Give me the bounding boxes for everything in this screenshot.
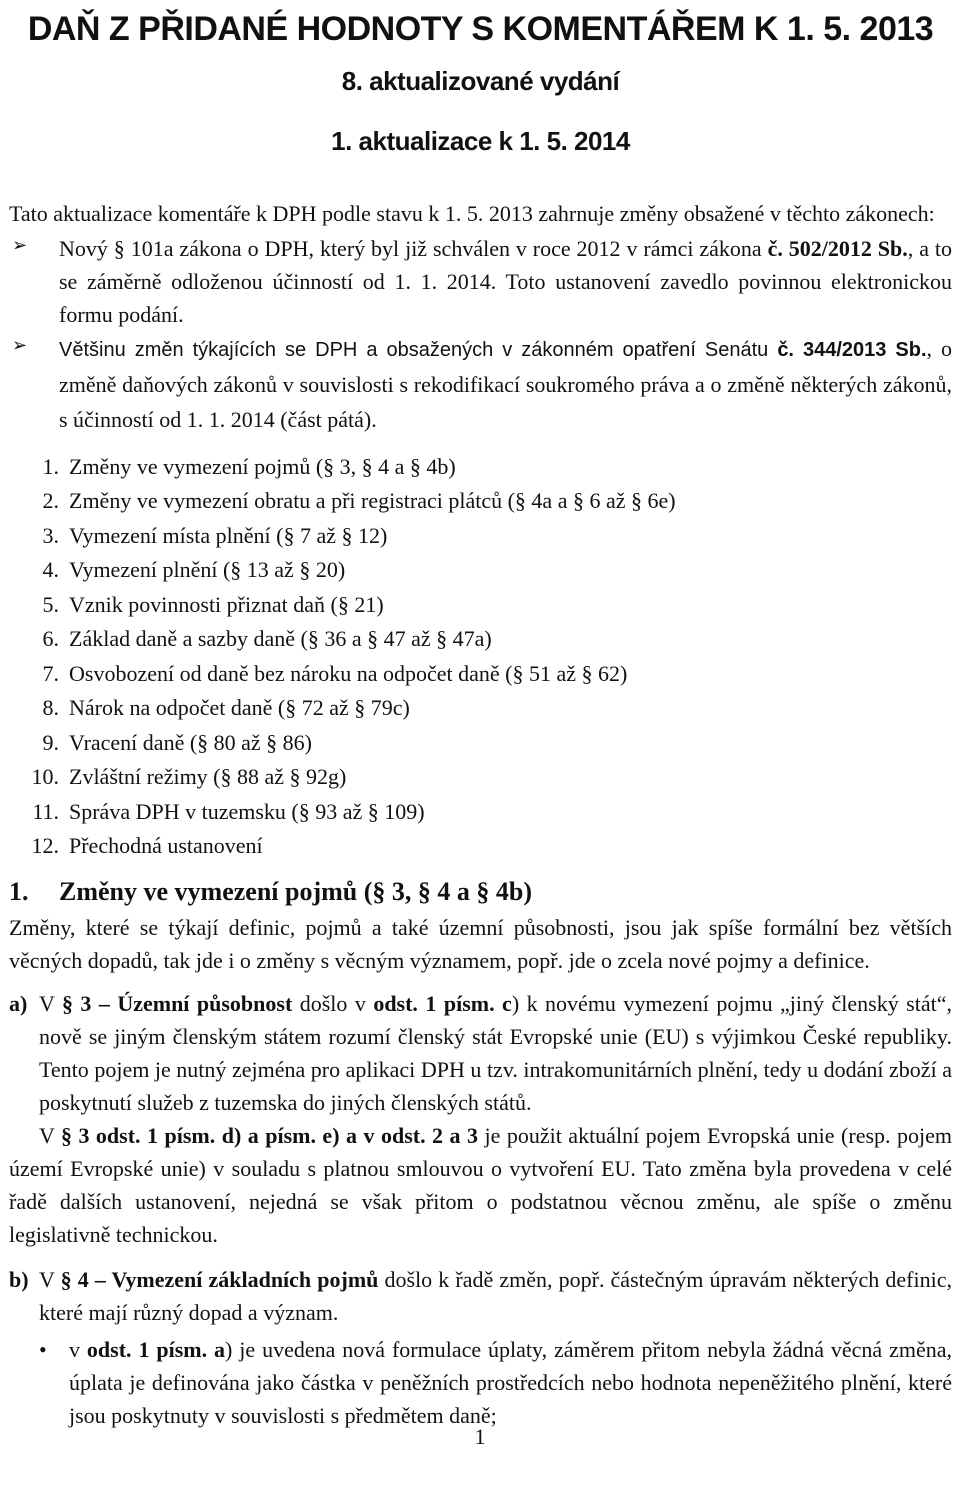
contents-text: Přechodná ustanovení	[69, 833, 263, 859]
contents-number: 4.	[42, 557, 59, 583]
section-intro: Změny, které se týkají definic, pojmů a také územní působnosti, jsou jak spíše formální bez větších věcných dopadů, tak jde i o změny s věcným významem, popř. jde o zcela nové pojmy a definice.	[9, 914, 952, 973]
bullet-item	[9, 1333, 952, 1432]
law-reference: odst. 1 písm. a	[86, 1336, 226, 1362]
paragraph-text: V	[39, 1122, 61, 1148]
paragraph-text: V	[39, 1266, 61, 1292]
contents-number: 9.	[42, 729, 59, 755]
contents-item	[9, 450, 952, 485]
edition-subtitle: 8. aktualizované vydání	[341, 66, 620, 97]
contents-text: Správa DPH v tuzemsku (§ 93 až § 109)	[69, 798, 425, 824]
contents-number: 3.	[42, 522, 59, 548]
paragraph-label: b)	[9, 1266, 29, 1292]
contents-text: Vracení daně (§ 80 až § 86)	[69, 729, 313, 755]
paragraph-text: je použit aktuální pojem Evropská unie (resp. pojem území Evropské unie) v souladu s platnou smlouvou o vytvoření EU. Tato změna byla provedena v celé řadě dalších ustanovení, nejedná se však přitom o podstatnou věcnou změnu, ale spíše o změnu legislativně technickou.	[9, 1122, 952, 1247]
contents-item	[9, 691, 952, 726]
law-text: , a to se záměrně odloženou účinností od 1. 1. 2014. Toto ustanovení zavedlo povinnou elektronickou formu podání.	[59, 235, 952, 327]
contents-item	[9, 553, 952, 588]
law-reference: § 4 – Vymezení základních pojmů	[60, 1266, 379, 1292]
contents-item	[9, 622, 952, 657]
contents-item	[9, 795, 952, 830]
law-reference: § 3 – Územní působnost	[61, 990, 293, 1016]
paragraph-text: ) je uvedena nová formulace úplaty, záměrem přitom nebyla žádná věcná změna, úplata je definována jako částka v peněžních prostředcích nebo hodnota nepeněžitého plnění, které jsou poskytnuty v souvislosti s předmětem daně;	[69, 1336, 953, 1428]
paragraph-b	[9, 1263, 952, 1329]
contents-number: 11.	[32, 798, 59, 824]
update-subtitle: 1. aktualizace k 1. 5. 2014	[331, 125, 630, 156]
contents-number: 12.	[31, 833, 59, 859]
document-title: DAŇ Z PŘIDANÉ HODNOTY S KOMENTÁŘEM K 1. 5. 2013	[27, 10, 934, 48]
contents-number: 5.	[42, 591, 59, 617]
intro-paragraph: Tato aktualizace komentáře k DPH podle stavu k 1. 5. 2013 zahrnuje změny obsažené v těchto zákonech:	[9, 200, 935, 226]
contents-text: Změny ve vymezení pojmů (§ 3, § 4 a § 4b)	[69, 453, 456, 479]
law-reference: č. 502/2012 Sb.	[767, 235, 908, 261]
contents-item	[9, 657, 952, 692]
contents-number: 1.	[42, 453, 59, 479]
contents-number: 6.	[42, 626, 59, 652]
contents-text: Vymezení plnění (§ 13 až § 20)	[69, 557, 346, 583]
paragraph-a-continued	[9, 1119, 952, 1251]
bullet-dot-icon: •	[39, 1336, 47, 1362]
contents-number: 10.	[31, 764, 59, 790]
law-text: , o změně daňových zákonů v souvislosti s rekodifikací soukromého práva a o změně některých zákonů, s účinností od 1. 1. 2014 (část pátá).	[59, 335, 952, 433]
contents-text: Vznik povinnosti přiznat daň (§ 21)	[69, 591, 384, 617]
contents-text: Zvláštní režimy (§ 88 až § 92g)	[69, 764, 347, 790]
paragraph-text: v	[69, 1336, 87, 1362]
contents-item	[9, 484, 952, 519]
paragraph-text: V	[39, 990, 62, 1016]
contents-item	[9, 726, 952, 761]
law-list	[9, 232, 952, 438]
contents-item	[9, 588, 952, 623]
contents-item	[9, 519, 952, 554]
contents-number: 7.	[42, 660, 59, 686]
contents-list	[9, 450, 952, 864]
law-text: Většinu změn týkajících se DPH a obsažených v zákonném opatření Senátu	[59, 338, 778, 361]
contents-text: Nárok na odpočet daně (§ 72 až § 79c)	[69, 695, 410, 721]
section-heading	[9, 872, 952, 911]
law-reference: § 3 odst. 1 písm. d) a písm. e) a v odst. 2 a 3	[60, 1122, 479, 1148]
arrow-bullet-icon: ➢	[12, 334, 28, 356]
page-number: 1	[474, 1424, 486, 1449]
law-reference: odst. 1 písm. c	[373, 990, 512, 1016]
contents-text: Vymezení místa plnění (§ 7 až § 12)	[69, 522, 388, 548]
section-title: Změny ve vymezení pojmů (§ 3, § 4 a § 4b)	[59, 876, 533, 906]
law-reference: č. 344/2013 Sb.	[777, 338, 927, 361]
law-item	[9, 331, 952, 438]
paragraph-label: a)	[9, 990, 28, 1016]
paragraph-text: ) k novému vymezení pojmu „jiný členský stát“, nově se jiným členským státem rozumí členský stát Evropské unie (EU) s výjimkou České republiky. Tento pojem je nutný zejména pro aplikaci DPH u tzv. intrakomunitárních plnění, tedy u dodání zboží a poskytnutí služeb z tuzemska do jiných členských států.	[39, 990, 952, 1115]
paragraph-text: došlo k řadě změn, popř. částečným úpravám některých definic, které mají různý dopad a význam.	[39, 1266, 952, 1325]
section-number: 1.	[9, 876, 29, 906]
contents-text: Osvobození od daně bez nároku na odpočet daně (§ 51 až § 62)	[69, 660, 628, 686]
contents-number: 2.	[42, 488, 59, 514]
arrow-bullet-icon: ➢	[12, 234, 28, 256]
paragraph-text: došlo v	[292, 990, 374, 1016]
contents-item	[9, 829, 952, 864]
contents-text: Změny ve vymezení obratu a při registraci plátců (§ 4a a § 6 až § 6e)	[69, 488, 676, 514]
law-item	[9, 232, 952, 331]
paragraph-a	[9, 987, 952, 1119]
contents-number: 8.	[42, 695, 59, 721]
law-text: Nový § 101a zákona o DPH, který byl již schválen v roce 2012 v rámci zákona	[59, 235, 768, 261]
contents-text: Základ daně a sazby daně (§ 36 a § 47 až § 47a)	[69, 626, 492, 652]
contents-item	[9, 760, 952, 795]
